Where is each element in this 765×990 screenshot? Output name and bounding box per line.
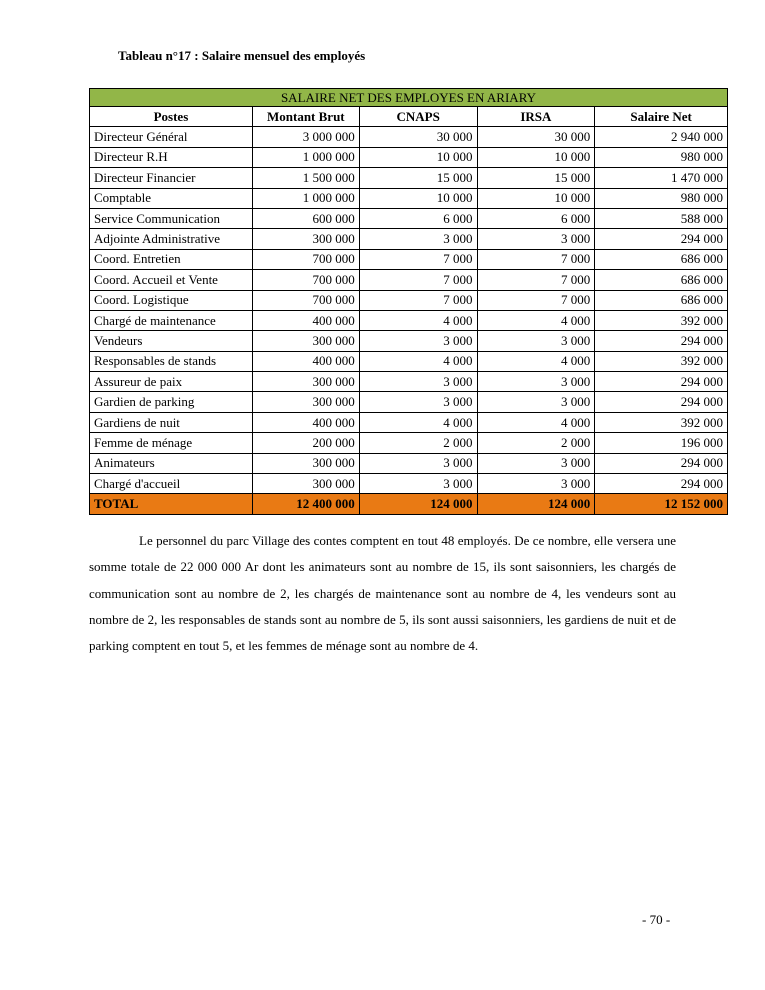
cell-cnaps: 10 000 [359, 188, 477, 208]
cell-cnaps: 3 000 [359, 392, 477, 412]
cell-irsa: 3 000 [477, 229, 595, 249]
header-montant-brut: Montant Brut [252, 107, 359, 127]
cell-salaire-net: 686 000 [595, 270, 728, 290]
header-irsa: IRSA [477, 107, 595, 127]
cell-salaire-net: 686 000 [595, 290, 728, 310]
cell-salaire-net: 294 000 [595, 474, 728, 494]
cell-irsa: 3 000 [477, 372, 595, 392]
table-banner-row [90, 89, 728, 107]
cell-salaire-net: 294 000 [595, 229, 728, 249]
cell-montant-brut: 700 000 [252, 290, 359, 310]
table-row [90, 474, 728, 494]
table-row [90, 270, 728, 290]
cell-irsa: 15 000 [477, 168, 595, 188]
header-postes: Postes [90, 107, 253, 127]
body-paragraph: Le personnel du parc Village des contes comptent en tout 48 employés. De ce nombre, elle versera une somme totale de 22 000 000 Ar dont les animateurs sont au nombre de 15, ils sont saisonniers, les chargés de communication sont au nombre de 2, les chargés de maintenance sont au nombre de 4, les vendeurs sont au nombre de 2, les responsables de stands sont au nombre de 5, ils sont aussi saisonniers, les gardiens de nuit et de parking comptent en tout 5, et les femmes de ménage sont au nombre de 4. [89, 533, 676, 654]
cell-montant-brut: 400 000 [252, 310, 359, 330]
cell-montant-brut: 300 000 [252, 229, 359, 249]
cell-cnaps: 3 000 [359, 331, 477, 351]
table-row [90, 290, 728, 310]
cell-montant-brut: 1 000 000 [252, 188, 359, 208]
cell-montant-brut: 300 000 [252, 474, 359, 494]
cell-poste: Chargé d'accueil [90, 474, 253, 494]
table-row [90, 127, 728, 147]
cell-poste: Chargé de maintenance [90, 310, 253, 330]
cell-cnaps: 4 000 [359, 351, 477, 371]
cell-poste: Directeur R.H [90, 147, 253, 167]
cell-cnaps: 4 000 [359, 310, 477, 330]
cell-cnaps: 7 000 [359, 249, 477, 269]
cell-salaire-net: 2 940 000 [595, 127, 728, 147]
cell-poste: Gardiens de nuit [90, 412, 253, 432]
cell-cnaps: 4 000 [359, 412, 477, 432]
cell-poste: Service Communication [90, 208, 253, 228]
cell-cnaps: 3 000 [359, 229, 477, 249]
cell-montant-brut: 1 000 000 [252, 147, 359, 167]
cell-cnaps: 3 000 [359, 474, 477, 494]
cell-montant-brut: 300 000 [252, 392, 359, 412]
cell-montant-brut: 600 000 [252, 208, 359, 228]
cell-montant-brut: 700 000 [252, 270, 359, 290]
cell-irsa: 3 000 [477, 392, 595, 412]
cell-poste: Comptable [90, 188, 253, 208]
cell-salaire-net: 392 000 [595, 310, 728, 330]
cell-salaire-net: 1 470 000 [595, 168, 728, 188]
cell-irsa: 10 000 [477, 188, 595, 208]
cell-poste: Coord. Entretien [90, 249, 253, 269]
total-salaire-net: 12 152 000 [595, 494, 728, 514]
cell-cnaps: 6 000 [359, 208, 477, 228]
table-row [90, 229, 728, 249]
cell-poste: Femme de ménage [90, 433, 253, 453]
cell-irsa: 7 000 [477, 249, 595, 269]
cell-salaire-net: 294 000 [595, 372, 728, 392]
cell-cnaps: 7 000 [359, 290, 477, 310]
cell-salaire-net: 686 000 [595, 249, 728, 269]
table-row [90, 372, 728, 392]
cell-montant-brut: 1 500 000 [252, 168, 359, 188]
table-caption: Tableau n°17 : Salaire mensuel des employés [118, 48, 366, 63]
total-cnaps: 124 000 [359, 494, 477, 514]
header-cnaps: CNAPS [359, 107, 477, 127]
cell-montant-brut: 400 000 [252, 412, 359, 432]
cell-poste: Coord. Accueil et Vente [90, 270, 253, 290]
total-label: TOTAL [90, 494, 253, 514]
cell-salaire-net: 294 000 [595, 392, 728, 412]
total-montant-brut: 12 400 000 [252, 494, 359, 514]
cell-irsa: 4 000 [477, 351, 595, 371]
cell-cnaps: 10 000 [359, 147, 477, 167]
cell-poste: Gardien de parking [90, 392, 253, 412]
cell-cnaps: 3 000 [359, 453, 477, 473]
cell-cnaps: 3 000 [359, 372, 477, 392]
table-row [90, 392, 728, 412]
cell-poste: Directeur Financier [90, 168, 253, 188]
table-row [90, 412, 728, 432]
cell-montant-brut: 700 000 [252, 249, 359, 269]
cell-irsa: 4 000 [477, 412, 595, 432]
cell-irsa: 7 000 [477, 270, 595, 290]
table-banner: SALAIRE NET DES EMPLOYES EN ARIARY [90, 89, 728, 107]
table-row [90, 351, 728, 371]
table-row [90, 433, 728, 453]
table-row [90, 249, 728, 269]
cell-irsa: 3 000 [477, 453, 595, 473]
table-row [90, 310, 728, 330]
table-row [90, 147, 728, 167]
salary-table [89, 88, 728, 515]
cell-irsa: 30 000 [477, 127, 595, 147]
cell-montant-brut: 300 000 [252, 331, 359, 351]
cell-salaire-net: 588 000 [595, 208, 728, 228]
page-number: - 70 - [642, 912, 671, 927]
table-row [90, 331, 728, 351]
cell-poste: Assureur de paix [90, 372, 253, 392]
cell-montant-brut: 3 000 000 [252, 127, 359, 147]
cell-salaire-net: 980 000 [595, 147, 728, 167]
total-irsa: 124 000 [477, 494, 595, 514]
total-row [90, 494, 728, 514]
cell-irsa: 3 000 [477, 474, 595, 494]
table-row [90, 208, 728, 228]
cell-poste: Vendeurs [90, 331, 253, 351]
cell-irsa: 6 000 [477, 208, 595, 228]
cell-montant-brut: 300 000 [252, 453, 359, 473]
cell-montant-brut: 300 000 [252, 372, 359, 392]
cell-salaire-net: 294 000 [595, 453, 728, 473]
cell-irsa: 10 000 [477, 147, 595, 167]
cell-poste: Coord. Logistique [90, 290, 253, 310]
cell-irsa: 4 000 [477, 310, 595, 330]
cell-salaire-net: 392 000 [595, 351, 728, 371]
cell-montant-brut: 200 000 [252, 433, 359, 453]
cell-cnaps: 2 000 [359, 433, 477, 453]
table-header-row [90, 107, 728, 127]
cell-cnaps: 15 000 [359, 168, 477, 188]
cell-salaire-net: 392 000 [595, 412, 728, 432]
header-salaire-net: Salaire Net [595, 107, 728, 127]
cell-irsa: 7 000 [477, 290, 595, 310]
cell-poste: Directeur Général [90, 127, 253, 147]
table-row [90, 188, 728, 208]
cell-irsa: 3 000 [477, 331, 595, 351]
cell-salaire-net: 294 000 [595, 331, 728, 351]
cell-poste: Responsables de stands [90, 351, 253, 371]
cell-poste: Adjointe Administrative [90, 229, 253, 249]
table-row [90, 168, 728, 188]
table-row [90, 453, 728, 473]
cell-montant-brut: 400 000 [252, 351, 359, 371]
cell-salaire-net: 196 000 [595, 433, 728, 453]
cell-irsa: 2 000 [477, 433, 595, 453]
cell-poste: Animateurs [90, 453, 253, 473]
cell-cnaps: 30 000 [359, 127, 477, 147]
cell-cnaps: 7 000 [359, 270, 477, 290]
cell-salaire-net: 980 000 [595, 188, 728, 208]
